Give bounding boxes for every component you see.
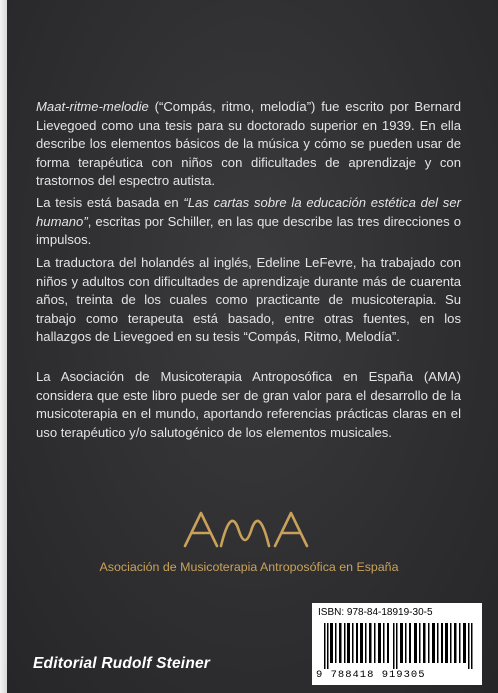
schiller-work-title: “Las cartas sobre la educación estética del ser humano” xyxy=(36,195,461,229)
isbn-barcode-box xyxy=(312,603,482,685)
paragraph-translator: La traductora del holandés al inglés, Edeline LeFevre, ha trabajado con niños y adultos con dificultades de aprendizaje durante más de cuarenta años, treinta de los cuales como practicante de musicoterapia. Su trabajo como terapeuta está basado, entre otras fuentes, en los hallazgos de Lievegoed en su tesis “Compás, Ritmo, Melodía”. xyxy=(36,255,461,345)
isbn-digits: 9 788418 919305 xyxy=(316,669,426,681)
page-edge xyxy=(0,0,7,693)
association-name: Asociación de Musicoterapia Antroposófica en España xyxy=(99,560,399,574)
paragraph-synopsis xyxy=(36,98,461,191)
paragraph-thesis-basis-tail: , escritas por Schiller, en las que describe las tres direcciones o impulsos. xyxy=(36,213,461,248)
isbn-label: ISBN: 978-84-18919-30-5 xyxy=(318,607,433,618)
paragraph-synopsis-text: (“Compás, ritmo, melodía”) fue escrito por Bernard Lievegoed como una tesis para su doctorado superior en 1939. En ella describe los elementos básicos de la música y cómo se pueden usar de forma terapéutica con niños con dificultades de aprendizaje y con trastornos del espectro autista. xyxy=(36,99,461,189)
book-original-title: Maat-ritme-melodie xyxy=(36,99,149,114)
ama-logo xyxy=(181,509,313,549)
paragraph-thesis-basis-lead: La tesis está basada en xyxy=(36,195,184,210)
publisher-name: Editorial Rudolf Steiner xyxy=(33,655,211,672)
barcode-icon xyxy=(324,623,474,669)
paragraph-thesis-basis xyxy=(36,194,461,250)
paragraph-association: La Asociación de Musicoterapia Antroposófica en España (AMA) considera que este libro puede ser de gran valor para el desarrollo de la musicoterapia en el mundo, aportando referencias prácticas claras en el uso terapéutico y/o salutogénico de los elementos musicales. xyxy=(36,369,461,440)
